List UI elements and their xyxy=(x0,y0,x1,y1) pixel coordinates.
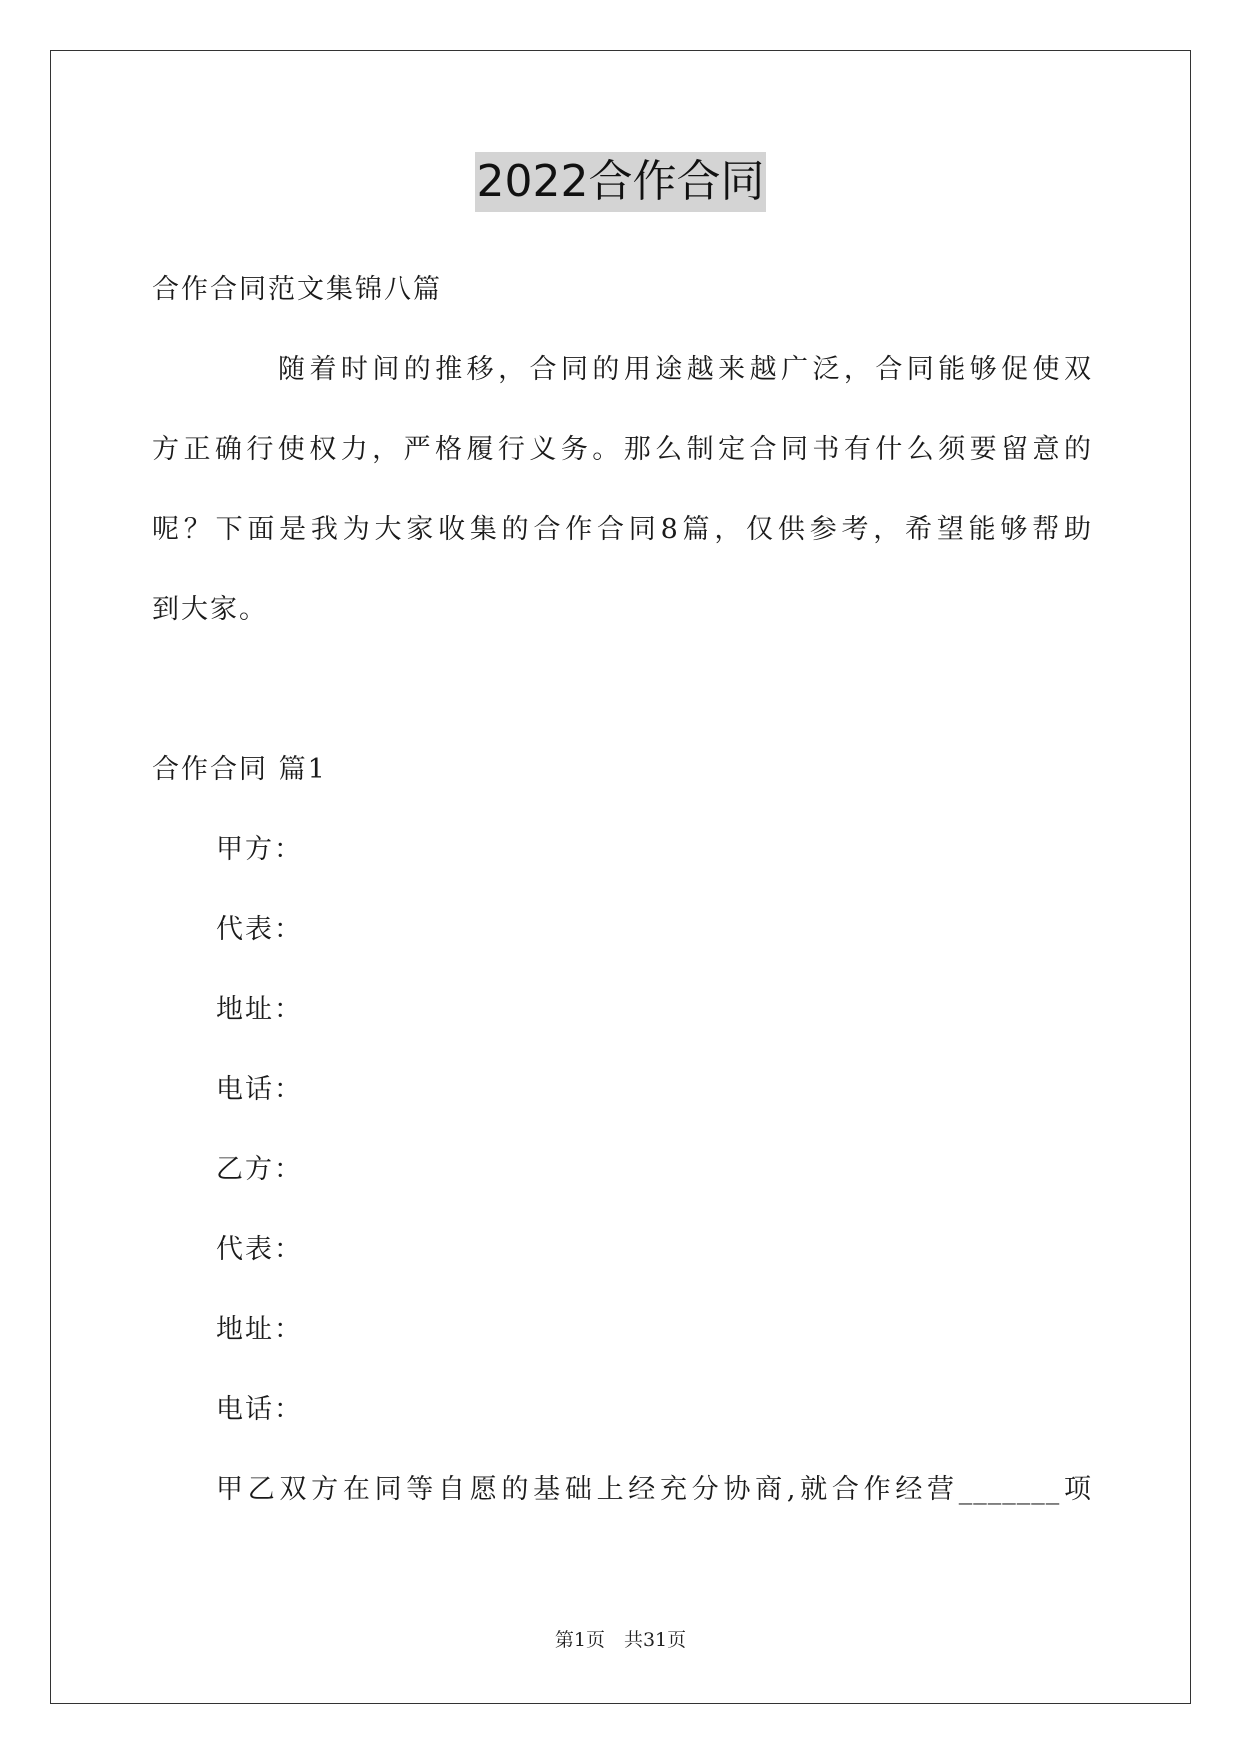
party-a-phone: 电话： xyxy=(216,1074,303,1105)
party-b-label: 乙方： xyxy=(216,1154,303,1185)
party-b-address: 地址： xyxy=(216,1314,303,1345)
agreement-clause: 甲乙双方在同等自愿的基础上经充分协商,就合作经营_______项 xyxy=(216,1474,1092,1505)
party-b-phone: 电话： xyxy=(216,1394,303,1425)
document-title: 2022合作合同 xyxy=(475,152,767,212)
page-footer xyxy=(0,1628,1241,1652)
intro-line-3: 呢？下面是我为大家收集的合作合同8篇，仅供参考，希望能够帮助 xyxy=(152,514,1092,545)
title-container xyxy=(0,152,1241,212)
party-b-representative: 代表： xyxy=(216,1234,303,1265)
page-number: 第1页 共31页 xyxy=(554,1629,687,1651)
intro-line-2: 方正确行使权力，严格履行义务。那么制定合同书有什么须要留意的 xyxy=(152,434,1092,465)
document-subtitle: 合作合同范文集锦八篇 xyxy=(152,274,442,305)
party-a-address: 地址： xyxy=(216,994,303,1025)
party-a-representative: 代表： xyxy=(216,914,303,945)
section-heading: 合作合同 篇1 xyxy=(152,754,327,785)
intro-line-1: 随着时间的推移，合同的用途越来越广泛，合同能够促使双 xyxy=(278,354,1092,385)
intro-line-4: 到大家。 xyxy=(152,594,268,625)
party-a-label: 甲方： xyxy=(216,834,303,865)
